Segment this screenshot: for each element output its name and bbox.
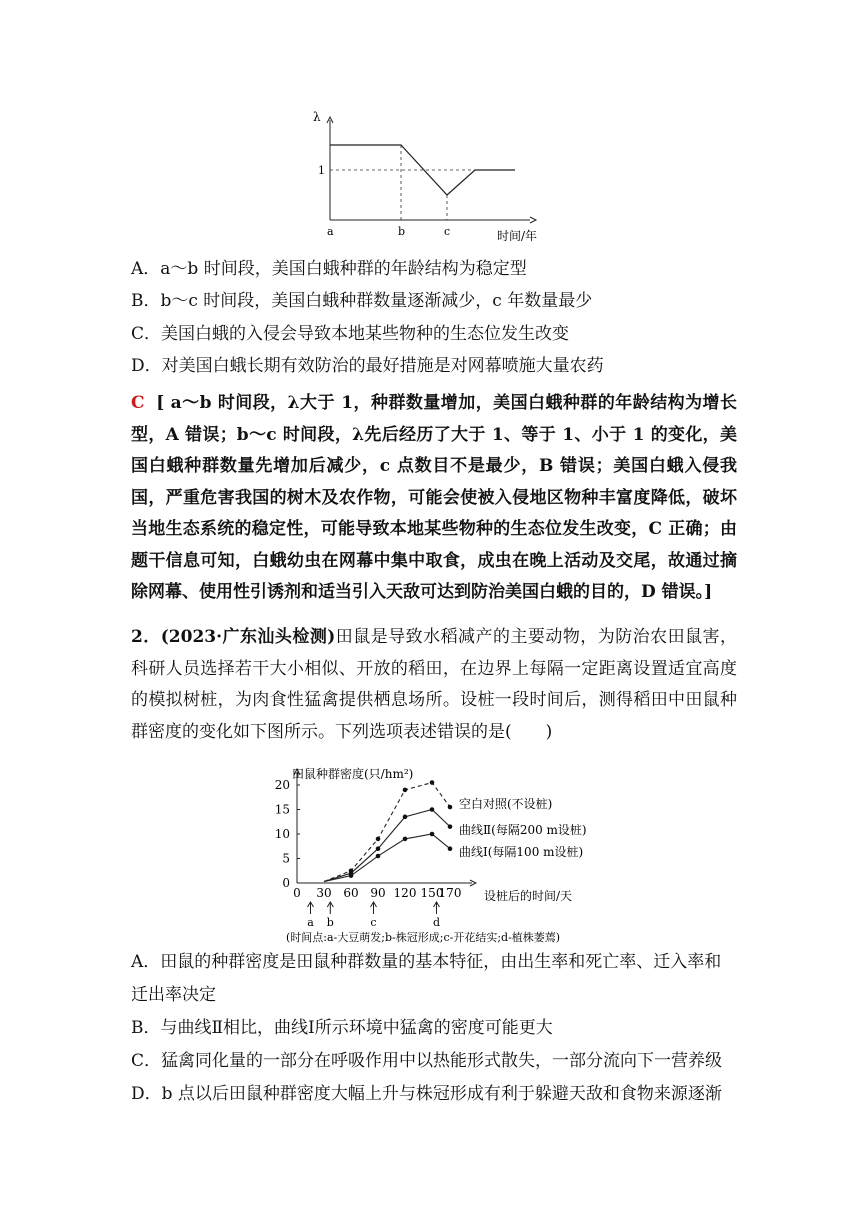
y-tick-label: 15	[274, 802, 290, 817]
series-line-2	[324, 810, 450, 882]
marker-label-a: a	[307, 916, 314, 929]
series-1-point	[376, 837, 381, 842]
q1-option-b: B．b～c 时间段，美国白蛾种群数量逐渐减少，c 年数量最少	[131, 291, 593, 311]
q2-option-c: C．猛禽同化量的一部分在呼吸作用中以热能形式散失，一部分流向下一营养级	[131, 1051, 723, 1071]
x-tick-label: 120	[393, 886, 417, 900]
series-3-point	[349, 873, 354, 878]
marker-label-b: b	[326, 916, 334, 929]
y-tick-label: 0	[282, 876, 290, 890]
x-tick-label: 170	[438, 886, 462, 900]
series-1-point	[430, 780, 435, 785]
chart-caption: (时间点:a-大豆萌发;b-株冠形成;c-开花结实;d-植株萎蔫)	[286, 931, 561, 944]
x-tick-label: 90	[370, 886, 386, 900]
series-label-2: 曲线Ⅱ(每隔200 m设桩)	[459, 823, 587, 837]
y-axis-label: 田鼠种群密度(只/hm²)	[292, 767, 414, 781]
answer-letter: C	[131, 393, 145, 413]
q2-option-d: D．b 点以后田鼠种群密度大幅上升与株冠形成有利于躲避天敌和食物来源逐渐	[131, 1084, 722, 1104]
q1-option-c: C．美国白蛾的入侵会导致本地某些物种的生态位发生改变	[131, 324, 570, 344]
q1-option-d: D．对美国白蛾长期有效防治的最好措施是对网幕喷施大量农药	[131, 356, 604, 376]
series-2-point	[448, 824, 453, 829]
mouse-density-chart	[0, 760, 860, 950]
series-3-point	[448, 846, 453, 851]
series-2-point	[376, 846, 381, 851]
lambda-chart	[0, 100, 860, 350]
marker-label-d: d	[432, 916, 441, 929]
series-2-point	[430, 807, 435, 812]
x-tick-label-c: c	[444, 225, 451, 238]
y-tick-label: 5	[282, 851, 290, 866]
x-tick-label: 0	[293, 886, 301, 900]
x-axis-label: 设桩后的时间/天	[484, 889, 573, 903]
x-tick-label-a: a	[327, 225, 334, 238]
series-line-3	[324, 834, 450, 882]
y-tick-label: 20	[274, 778, 290, 792]
x-tick-label-b: b	[398, 225, 406, 238]
x-tick-label: 150	[420, 886, 444, 900]
x-axis-label: 时间/年	[497, 229, 538, 243]
q2-stem	[131, 622, 737, 748]
series-3-point	[376, 854, 381, 859]
q2-option-b: B．与曲线Ⅱ相比，曲线Ⅰ所示环境中猛禽的密度可能更大	[131, 1018, 553, 1038]
series-3-point	[403, 837, 408, 842]
series-label-1: 空白对照(不设桩)	[459, 797, 553, 811]
q2-stem-text: 田鼠是导致水稻减产的主要动物，为防治农田鼠害，科研人员选择若干大小相似、开放的稻田，在边界上每隔一定距离设置适宜高度的模拟树桩，为肉食性猛禽提供栖息场所。设桩一段时间后，测得稻田中田鼠种群密度的变化如下图所示。下列选项表述错误的是( )	[131, 627, 738, 742]
marker-label-c: c	[370, 916, 377, 929]
q1-option-a: A．a～b 时间段，美国白蛾种群的年龄结构为稳定型	[131, 259, 527, 279]
x-tick-label: 60	[343, 886, 359, 900]
y-tick-label: 10	[274, 827, 290, 841]
series-3-point	[430, 832, 435, 837]
q2-option-a-line2: 迁出率决定	[131, 985, 216, 1005]
q2-number: 2．	[131, 627, 161, 647]
q1-answer	[131, 388, 737, 609]
series-1-point	[403, 788, 408, 793]
series-1-point	[448, 805, 453, 810]
q2-source: (2023·广东汕头检测)	[160, 627, 336, 647]
y-axis-label: λ	[313, 110, 321, 124]
x-axis-arrow	[530, 217, 536, 223]
answer-explanation: [ a～b 时间段，λ大于 1，种群数量增加，美国白蛾种群的年龄结构为增长型，A 错误；b～c 时间段，λ先后经历了大于 1、等于 1、小于 1 的变化，美国白蛾种群数量先增加后减少，c 点数目不是最少，B 错误；美国白蛾入侵我国，严重危害我国的树木及农作物，可能会使被入侵地区物种丰富度降低，破坏当地生态系统的稳定性，可能导致本地某些物种的生态位发生改变，C 正确；由题干信息可知，白蛾幼虫在网幕中集中取食，成虫在晚上活动及交尾，故通过摘除网幕、使用性引诱剂和适当引入天敌可达到防治美国白蛾的目的，D 错误。]	[131, 393, 738, 602]
series-2-point	[403, 815, 408, 820]
q2-option-a-line1: A．田鼠的种群密度是田鼠种群数量的基本特征，由出生率和死亡率、迁入率和	[131, 952, 722, 972]
series-label-3: 曲线Ⅰ(每隔100 m设桩)	[459, 845, 584, 859]
x-tick-label: 30	[316, 886, 332, 900]
y-tick-label: 1	[318, 164, 325, 177]
